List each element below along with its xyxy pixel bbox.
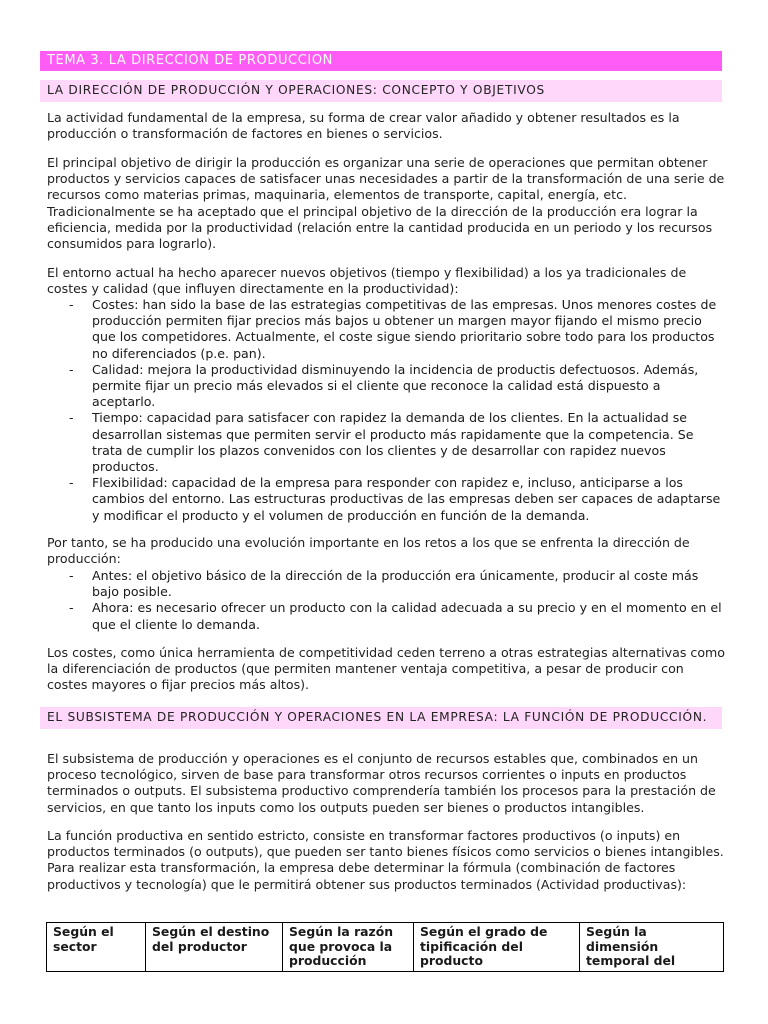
list-item-text: Calidad: mejora la productividad disminuyendo la incidencia de productis defectuosos. Además, permite fijar un precio más elevados si el cliente que reconoce la calidad está dispuesto a aceptarlo. — [92, 361, 699, 410]
list-item-costes: - Costes: han sido la base de las estrategias competitivas de las empresas. Unos menores costes de producción permiten fijar precios más bajos u obtener un margen mayor fijando el mismo precio que los competidores. Actualmente, el coste sigue siendo prioritario sobre todo para los productos no diferenciados (p.e. pan). — [69, 297, 717, 361]
paragraph-costes: Los costes, como única herramienta de competitividad ceden terreno a otras estrategias alternativas como la diferenciación de productos (que permiten mantener ventaja competitiva, a pesar de producir con costes mayores o fijar precios más altos). — [47, 645, 726, 693]
clasificacion-table — [46, 922, 724, 972]
list-item-text: Ahora: es necesario ofrecer un producto con la calidad adecuada a su precio y en el momento en el que el cliente lo demanda. — [92, 600, 722, 632]
list-item-text: Flexibilidad: capacidad de la empresa para responder con rapidez e, incluso, anticiparse a los cambios del entorno. Las estructuras productivas de las empresas deben ser capaces de adaptarse y modificar el producto y el volumen de producción en función de la demanda. — [92, 475, 721, 523]
table-header-cell: Según el grado de tipificación del producto — [414, 923, 580, 972]
paragraph-objetivo: El principal objetivo de dirigir la producción es organizar una serie de operaciones que permitan obtener productos y servicios capaces de satisfacer unas necesidades a partir de la transformación de una serie de recursos como materias primas, maquinaria, elementos de transporte, capital, energía, etc. Tradicionalmente se ha aceptado que el principal objetivo de la dirección de la producción era lograr la eficiencia, medida por la productividad (relación entre la cantidad producida en un periodo y los recursos consumidos para lograrlo). — [47, 155, 725, 252]
table-header-cell: Según la razón que provoca la producción — [283, 923, 414, 972]
paragraph-actividad: La actividad fundamental de la empresa, su forma de crear valor añadido y obtener resultados es la producción o transformación de factores en bienes o servicios. — [47, 110, 680, 142]
paragraph-entorno: El entorno actual ha hecho aparecer nuevos objetivos (tiempo y flexibilidad) a los ya tradicionales de costes y calidad (que influyen directamente en la productividad): — [47, 265, 687, 297]
table-header-row — [47, 923, 724, 972]
list-item-text: Tiempo: capacidad para satisfacer con rapidez la demanda de los clientes. En la actualidad se desarrollan sistemas que permiten servir el producto más rapidamente que la competencia. Se trata de cumplir los plazos convenidos con los clientes y de desarrollar con rapidez nuevos productos. — [92, 410, 694, 475]
list-item-calidad: - Calidad: mejora la productividad disminuyendo la incidencia de productis defectuosos. Además, permite fijar un precio más elevados si el cliente que reconoce la calidad está dispuesto a aceptarlo. — [69, 361, 699, 410]
list-objetivos — [47, 297, 725, 524]
list-item-text: Costes: han sido la base de las estrategias competitivas de las empresas. Unos menores costes de producción permiten fijar precios más bajos u obtener un margen mayor fijando el mismo precio que los competidores. Actualmente, el coste sigue siendo prioritario sobre todo para los productos no diferenciados (p.e. pan). — [92, 297, 717, 361]
section-heading-subsistema: EL SUBSISTEMA DE PRODUCCIÓN Y OPERACIONES EN LA EMPRESA: LA FUNCIÓN DE PRODUCCIÓN. — [40, 707, 722, 729]
table-header-cell: Según la dimensión temporal del — [580, 923, 724, 972]
list-evolucion — [47, 568, 725, 633]
paragraph-funcion: La función productiva en sentido estricto, consiste en transformar factores productivos (o inputs) en productos terminados (o outputs), que pueden ser tanto bienes físicos como servicios o bienes intangibles. Para realizar esta transformación, la empresa debe determinar la fórmula (combinación de factores productivos y tecnología) que le permitirá obtener sus productos terminados (Actividad productivas): — [47, 828, 724, 892]
list-item-flexibilidad: - Flexibilidad: capacidad de la empresa para responder con rapidez e, incluso, anticiparse a los cambios del entorno. Las estructuras productivas de las empresas deben ser capaces de adaptarse y modificar el producto y el volumen de producción en función de la demanda. — [69, 475, 721, 523]
list-item-text: Antes: el objetivo básico de la dirección de la producción era únicamente, producir al coste más bajo posible. — [92, 568, 699, 600]
paragraph-subsistema: El subsistema de producción y operaciones es el conjunto de recursos estables que, combinados en un proceso tecnológico, sirven de base para transformar otros recursos corrientes o inputs en productos terminados o outputs. El subsistema productivo comprendería también los procesos para la prestación de servicios, en que tanto los inputs como los outputs pueden ser bienes o productos intangibles. — [47, 751, 716, 815]
document-title: TEMA 3. LA DIRECCION DE PRODUCCION — [40, 51, 722, 71]
list-item-ahora: - Ahora: es necesario ofrecer un producto con la calidad adecuada a su precio y en el momento en el que el cliente lo demanda. — [69, 600, 722, 632]
list-item-tiempo: - Tiempo: capacidad para satisfacer con rapidez la demanda de los clientes. En la actualidad se desarrollan sistemas que permiten servir el producto más rapidamente que la competencia. Se trata de cumplir los plazos convenidos con los clientes y de desarrollar con rapidez nuevos productos. — [69, 410, 694, 475]
list-item-antes: - Antes: el objetivo básico de la dirección de la producción era únicamente, producir al coste más bajo posible. — [69, 568, 699, 600]
table-header-cell: Según el sector — [47, 923, 146, 972]
section-heading-direccion: LA DIRECCIÓN DE PRODUCCIÓN Y OPERACIONES: CONCEPTO Y OBJETIVOS — [40, 80, 722, 102]
paragraph-por-tanto: Por tanto, se ha producido una evolución importante en los retos a los que se enfrenta la dirección de producción: — [47, 535, 690, 567]
table-header-cell: Según el destino del productor — [146, 923, 283, 972]
